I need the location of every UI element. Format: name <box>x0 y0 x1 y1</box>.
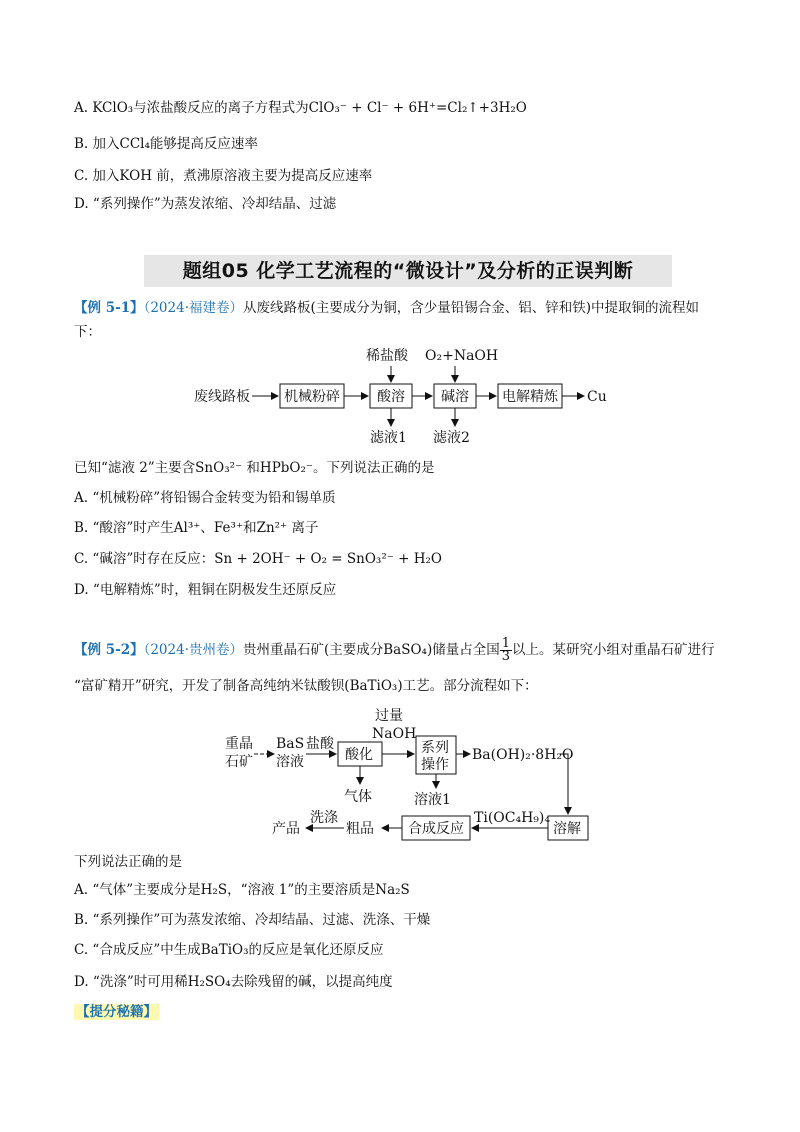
flow1-reagent-hcl: 稀盐酸 <box>366 348 408 364</box>
section-title: 题组05 化学工艺流程的“微设计”及分析的正误判断 <box>144 255 672 287</box>
flow1-start: 废线路板 <box>194 389 250 405</box>
flow2-excess: 过量 <box>375 708 403 724</box>
flow2-sysop-2: 操作 <box>421 757 449 773</box>
flow2-ore-2: 石矿 <box>225 754 253 770</box>
example-2-source: （2024·贵州卷） <box>143 642 243 658</box>
flow1-reagent-o2: O₂+NaOH <box>425 348 499 364</box>
flow2-ti: Ti(OC₄H₉)₄ <box>474 810 550 826</box>
flow1-step2: 酸溶 <box>377 389 405 405</box>
flow2-product: 产品 <box>272 821 300 837</box>
flow2-naoh: NaOH <box>372 726 417 742</box>
example-1-stem-line2: 下： <box>74 324 101 340</box>
flow2-wash: 洗涤 <box>310 810 338 826</box>
example-1-stem <box>74 298 699 318</box>
flow2-bas-2: 溶液 <box>276 754 304 770</box>
flow1-end: Cu <box>587 389 607 405</box>
example-2-stem-line2: “富矿精开”研究，开发了制备高纯纳米钛酸钡(BaTiO₃)工艺。部分流程如下： <box>74 678 538 694</box>
example-2-option-c: C. “合成反应”中生成BaTiO₃的反应是氧化还原反应 <box>74 942 384 958</box>
example-1-option-b: B. “酸溶”时产生Al³⁺、Fe³⁺和Zn²⁺ 离子 <box>74 520 319 536</box>
flow1-filtrate1: 滤液1 <box>370 430 407 446</box>
example-1-option-a: A. “机械粉碎”将铅锡合金转变为铅和锡单质 <box>74 490 336 506</box>
flow2-gas: 气体 <box>344 789 372 805</box>
example-1-option-c: C. “碱溶”时存在反应：Sn + 2OH⁻ + O₂ = SnO₃²⁻ + H₂O <box>74 551 442 567</box>
fraction-one-third: $\frac{1}{3}$ <box>501 636 511 664</box>
option-a-prev: A. KClO₃与浓盐酸反应的离子方程式为ClO₃⁻ + Cl⁻ + 6H⁺=Cl₂↑+3H₂O <box>74 100 527 116</box>
flow1-step3: 碱溶 <box>441 389 469 405</box>
example-1-known: 已知“滤液 2”主要含SnO₃²⁻ 和HPbO₂⁻。下列说法正确的是 <box>74 460 435 476</box>
flow1-step1: 机械粉碎 <box>284 389 340 405</box>
flowchart-1 <box>0 340 800 452</box>
example-2-option-b: B. “系列操作”可为蒸发浓缩、冷却结晶、过滤、洗涤、干燥 <box>74 912 431 928</box>
option-b-prev: B. 加入CCl₄能够提高反应速率 <box>74 136 258 152</box>
example-2-text-b: 以上。某研究小组对重晶石矿进行 <box>512 642 715 658</box>
flow2-dissolve: 溶解 <box>553 821 581 837</box>
flow2-crude: 粗品 <box>346 821 374 837</box>
example-1-option-d: D. “电解精炼”时，粗铜在阴极发生还原反应 <box>74 582 337 598</box>
flow2-solution1: 溶液1 <box>414 792 451 808</box>
flow2-synth: 合成反应 <box>408 821 464 837</box>
flow1-filtrate2: 滤液2 <box>433 430 470 446</box>
option-c-prev: C. 加入KOH 前，煮沸原溶液主要为提高反应速率 <box>74 168 373 184</box>
example-2-option-a: A. “气体”主要成分是H₂S，“溶液 1”的主要溶质是Na₂S <box>74 882 410 898</box>
flow2-sysop-1: 系列 <box>421 740 449 756</box>
example-1-text: 从废线路板(主要成分为铜，含少量铅锡合金、铝、锌和铁)中提取铜的流程如 <box>243 300 700 316</box>
flow2-hcl: 盐酸 <box>306 736 334 752</box>
flow2-acidify: 酸化 <box>345 747 373 763</box>
example-1-tag: 【例 5-1】 <box>74 300 144 316</box>
example-1-source: （2024·福建卷） <box>143 300 243 316</box>
example-2-stem <box>74 638 715 663</box>
flow1-step4: 电解精炼 <box>502 389 558 405</box>
tips-label: 【提分秘籍】 <box>76 1004 157 1020</box>
example-2-question: 下列说法正确的是 <box>74 854 182 870</box>
flow2-baoh: Ba(OH)₂·8H₂O <box>472 747 574 763</box>
example-2-text-a: 贵州重晶石矿(主要成分BaSO₄)储量占全国 <box>243 642 500 658</box>
flow2-ore-1: 重晶 <box>225 736 253 752</box>
example-2-tag: 【例 5-2】 <box>74 642 144 658</box>
option-d-prev: D. “系列操作”为蒸发浓缩、冷却结晶、过滤 <box>74 196 337 212</box>
example-2-option-d: D. “洗涤”时可用稀H₂SO₄去除残留的碱，以提高纯度 <box>74 974 393 990</box>
flowchart-2 <box>0 702 800 852</box>
flow2-bas-1: BaS <box>276 736 305 752</box>
